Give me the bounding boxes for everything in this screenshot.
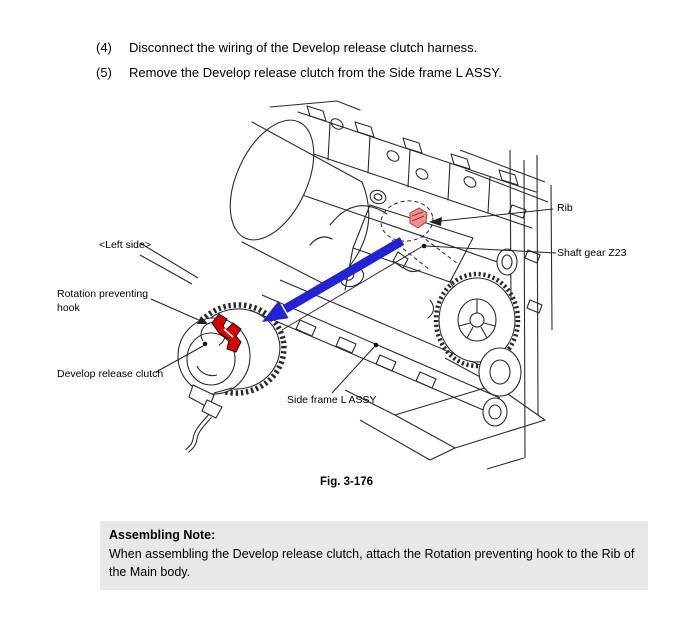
drum-cylinder	[213, 107, 369, 287]
label-develop-release-clutch: Develop release clutch	[57, 368, 164, 380]
figure-caption: Fig. 3-176	[319, 476, 374, 488]
step-4-number: (4)	[96, 40, 112, 55]
develop-clutch-leader-dot	[203, 342, 208, 347]
side-frame-leader-line	[332, 346, 375, 393]
step-4-text: Disconnect the wiring of the Develop release clutch harness.	[129, 40, 478, 55]
step-5-text: Remove the Develop release clutch from the Side frame L ASSY.	[129, 65, 502, 80]
assembling-note-box	[100, 521, 648, 590]
rib-highlight	[410, 208, 427, 228]
step-5-number: (5)	[96, 65, 112, 80]
shaft-axis-line	[282, 246, 423, 330]
shaft-gear-leader-dot	[422, 244, 427, 249]
label-side-frame-l-assy: Side frame L ASSY	[287, 394, 377, 406]
label-shaft-gear-z23: Shaft gear Z23	[557, 247, 627, 259]
label-left-side: <Left side>	[99, 239, 151, 251]
shaft-gear-leader-line	[426, 246, 556, 253]
clutch-harness-wire	[187, 416, 210, 451]
side-frame-leader-dot	[374, 343, 379, 348]
label-rib: Rib	[557, 202, 573, 214]
rotation-hook-leader-line	[151, 299, 201, 321]
assembling-note-title: Assembling Note:	[109, 528, 216, 542]
rib-leader-line	[441, 209, 553, 221]
right-frame-gears	[436, 150, 552, 469]
assembling-note-body: When assembling the Develop release clutch, attach the Rotation preventing hook to the Rib of the Main body.	[109, 547, 635, 579]
label-rotation-preventing-hook: Rotation preventing hook	[57, 288, 149, 314]
